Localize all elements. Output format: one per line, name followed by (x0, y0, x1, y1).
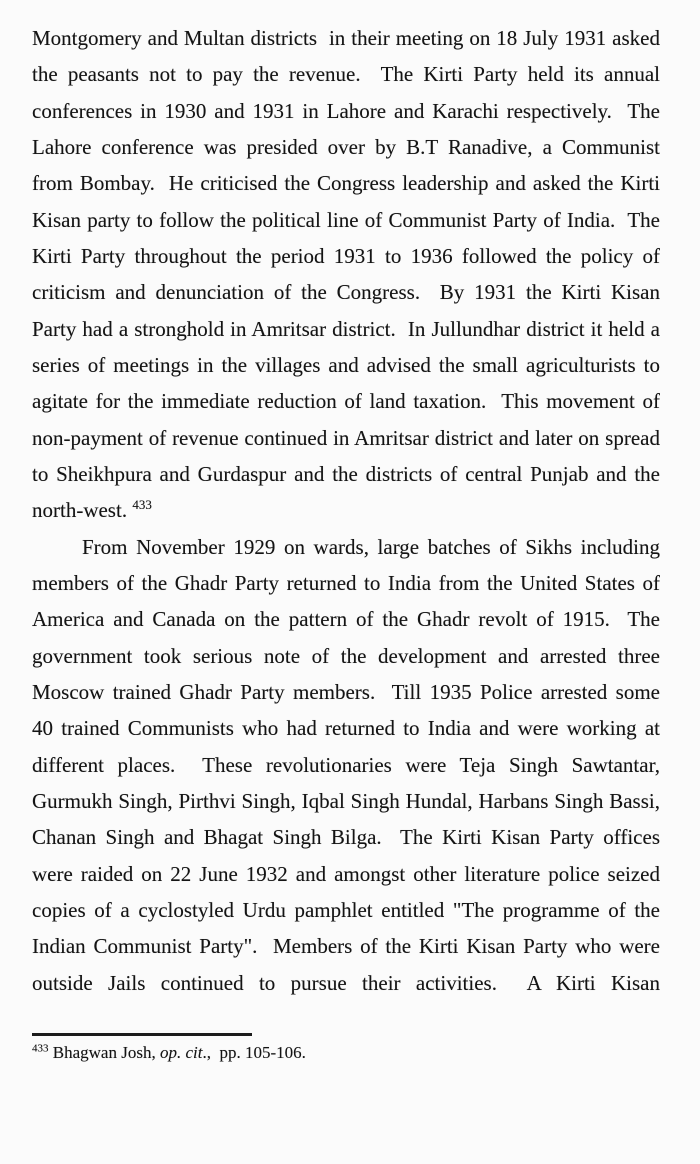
text-line (32, 56, 660, 92)
text-segment: non-payment of revenue continued in Amritsar district and later on spread (32, 425, 660, 450)
text-segment: Moscow trained Ghadr Party members. Till 1935 Police arrested some (32, 679, 660, 704)
text-segment: outside Jails continued to pursue their activities. A Kirti Kisan (32, 970, 660, 995)
text-segment: Indian Communist Party". Members of the Kirti Kisan Party who were (32, 934, 660, 959)
text-line (32, 601, 660, 637)
text-segment: Kirti Party throughout the period 1931 to 1936 followed the policy of (32, 243, 660, 268)
text-segment: were raided on 22 June 1932 and amongst other literature police seized (32, 861, 660, 886)
text-segment: Montgomery and Multan districts in their meeting on 18 July 1931 asked (32, 26, 660, 50)
text-segment: conferences in 1930 and 1931 in Lahore and Karachi respectively. The (32, 98, 660, 123)
text-segment: north-west. (32, 498, 133, 523)
text-line (32, 783, 660, 819)
superscript-ref: 433 (32, 1042, 49, 1055)
text-segment: Gurmukh Singh, Pirthvi Singh, Iqbal Singh Hundal, Harbans Singh Bassi, (32, 788, 660, 813)
text-segment: op. cit (159, 1043, 203, 1062)
text-line (32, 274, 660, 310)
text-segment: ., pp. 105-106. (202, 1043, 306, 1062)
text-segment: different places. These revolutionaries were Teja Singh Sawtantar, (32, 752, 660, 777)
text-line (32, 93, 660, 129)
text-line (32, 238, 660, 274)
text-segment: Chanan Singh and Bhagat Singh Bilga. The Kirti Kisan Party offices (32, 825, 660, 850)
text-line (32, 892, 660, 928)
text-segment: America and Canada on the pattern of the Ghadr revolt of 1915. The (32, 607, 660, 632)
text-line (32, 492, 660, 528)
text-segment: from Bombay. He criticised the Congress leadership and asked the Kirti (32, 171, 660, 196)
text-segment: Party had a stronghold in Amritsar district. In Jullundhar district it held a (32, 316, 660, 341)
text-segment: the peasants not to pay the revenue. The Kirti Party held its annual (32, 62, 660, 87)
text-segment: Bhagwan Josh, (48, 1043, 160, 1062)
text-line (32, 710, 660, 746)
text-line (32, 529, 660, 565)
text-line (32, 202, 660, 238)
text-line (32, 20, 660, 56)
text-line (32, 347, 660, 383)
text-segment: government took serious note of the development and arrested three (32, 643, 660, 668)
text-segment: series of meetings in the villages and advised the small agriculturists to (32, 352, 660, 377)
text-line (32, 819, 660, 855)
text-line (32, 420, 660, 456)
text-line (32, 928, 660, 964)
text-line (32, 565, 660, 601)
text-segment: From November 1929 on wards, large batches of Sikhs including (82, 534, 660, 559)
text-block (32, 20, 660, 1001)
text-line (32, 383, 660, 419)
text-line (32, 856, 660, 892)
text-segment: to Sheikhpura and Gurdaspur and the districts of central Punjab and the (32, 461, 660, 486)
text-line (32, 456, 660, 492)
text-segment: criticism and denunciation of the Congress. By 1931 the Kirti Kisan (32, 280, 660, 305)
text-segment: 40 trained Communists who had returned to India and were working at (32, 716, 660, 741)
text-segment: Lahore conference was presided over by B.T Ranadive, a Communist (32, 134, 660, 159)
text-segment: members of the Ghadr Party returned to India from the United States of (32, 570, 660, 595)
footnote-text (32, 1040, 660, 1066)
text-segment: copies of a cyclostyled Urdu pamphlet entitled "The programme of the (32, 897, 660, 922)
footnote-separator (32, 1033, 252, 1036)
text-line (32, 129, 660, 165)
text-line (32, 674, 660, 710)
text-segment: Kisan party to follow the political line of Communist Party of India. The (32, 207, 660, 232)
text-line (32, 965, 660, 1001)
text-line (32, 638, 660, 674)
text-line (32, 311, 660, 347)
text-line (32, 165, 660, 201)
superscript-ref: 433 (132, 497, 152, 513)
text-segment: agitate for the immediate reduction of land taxation. This movement of (32, 389, 660, 414)
text-line (32, 747, 660, 783)
